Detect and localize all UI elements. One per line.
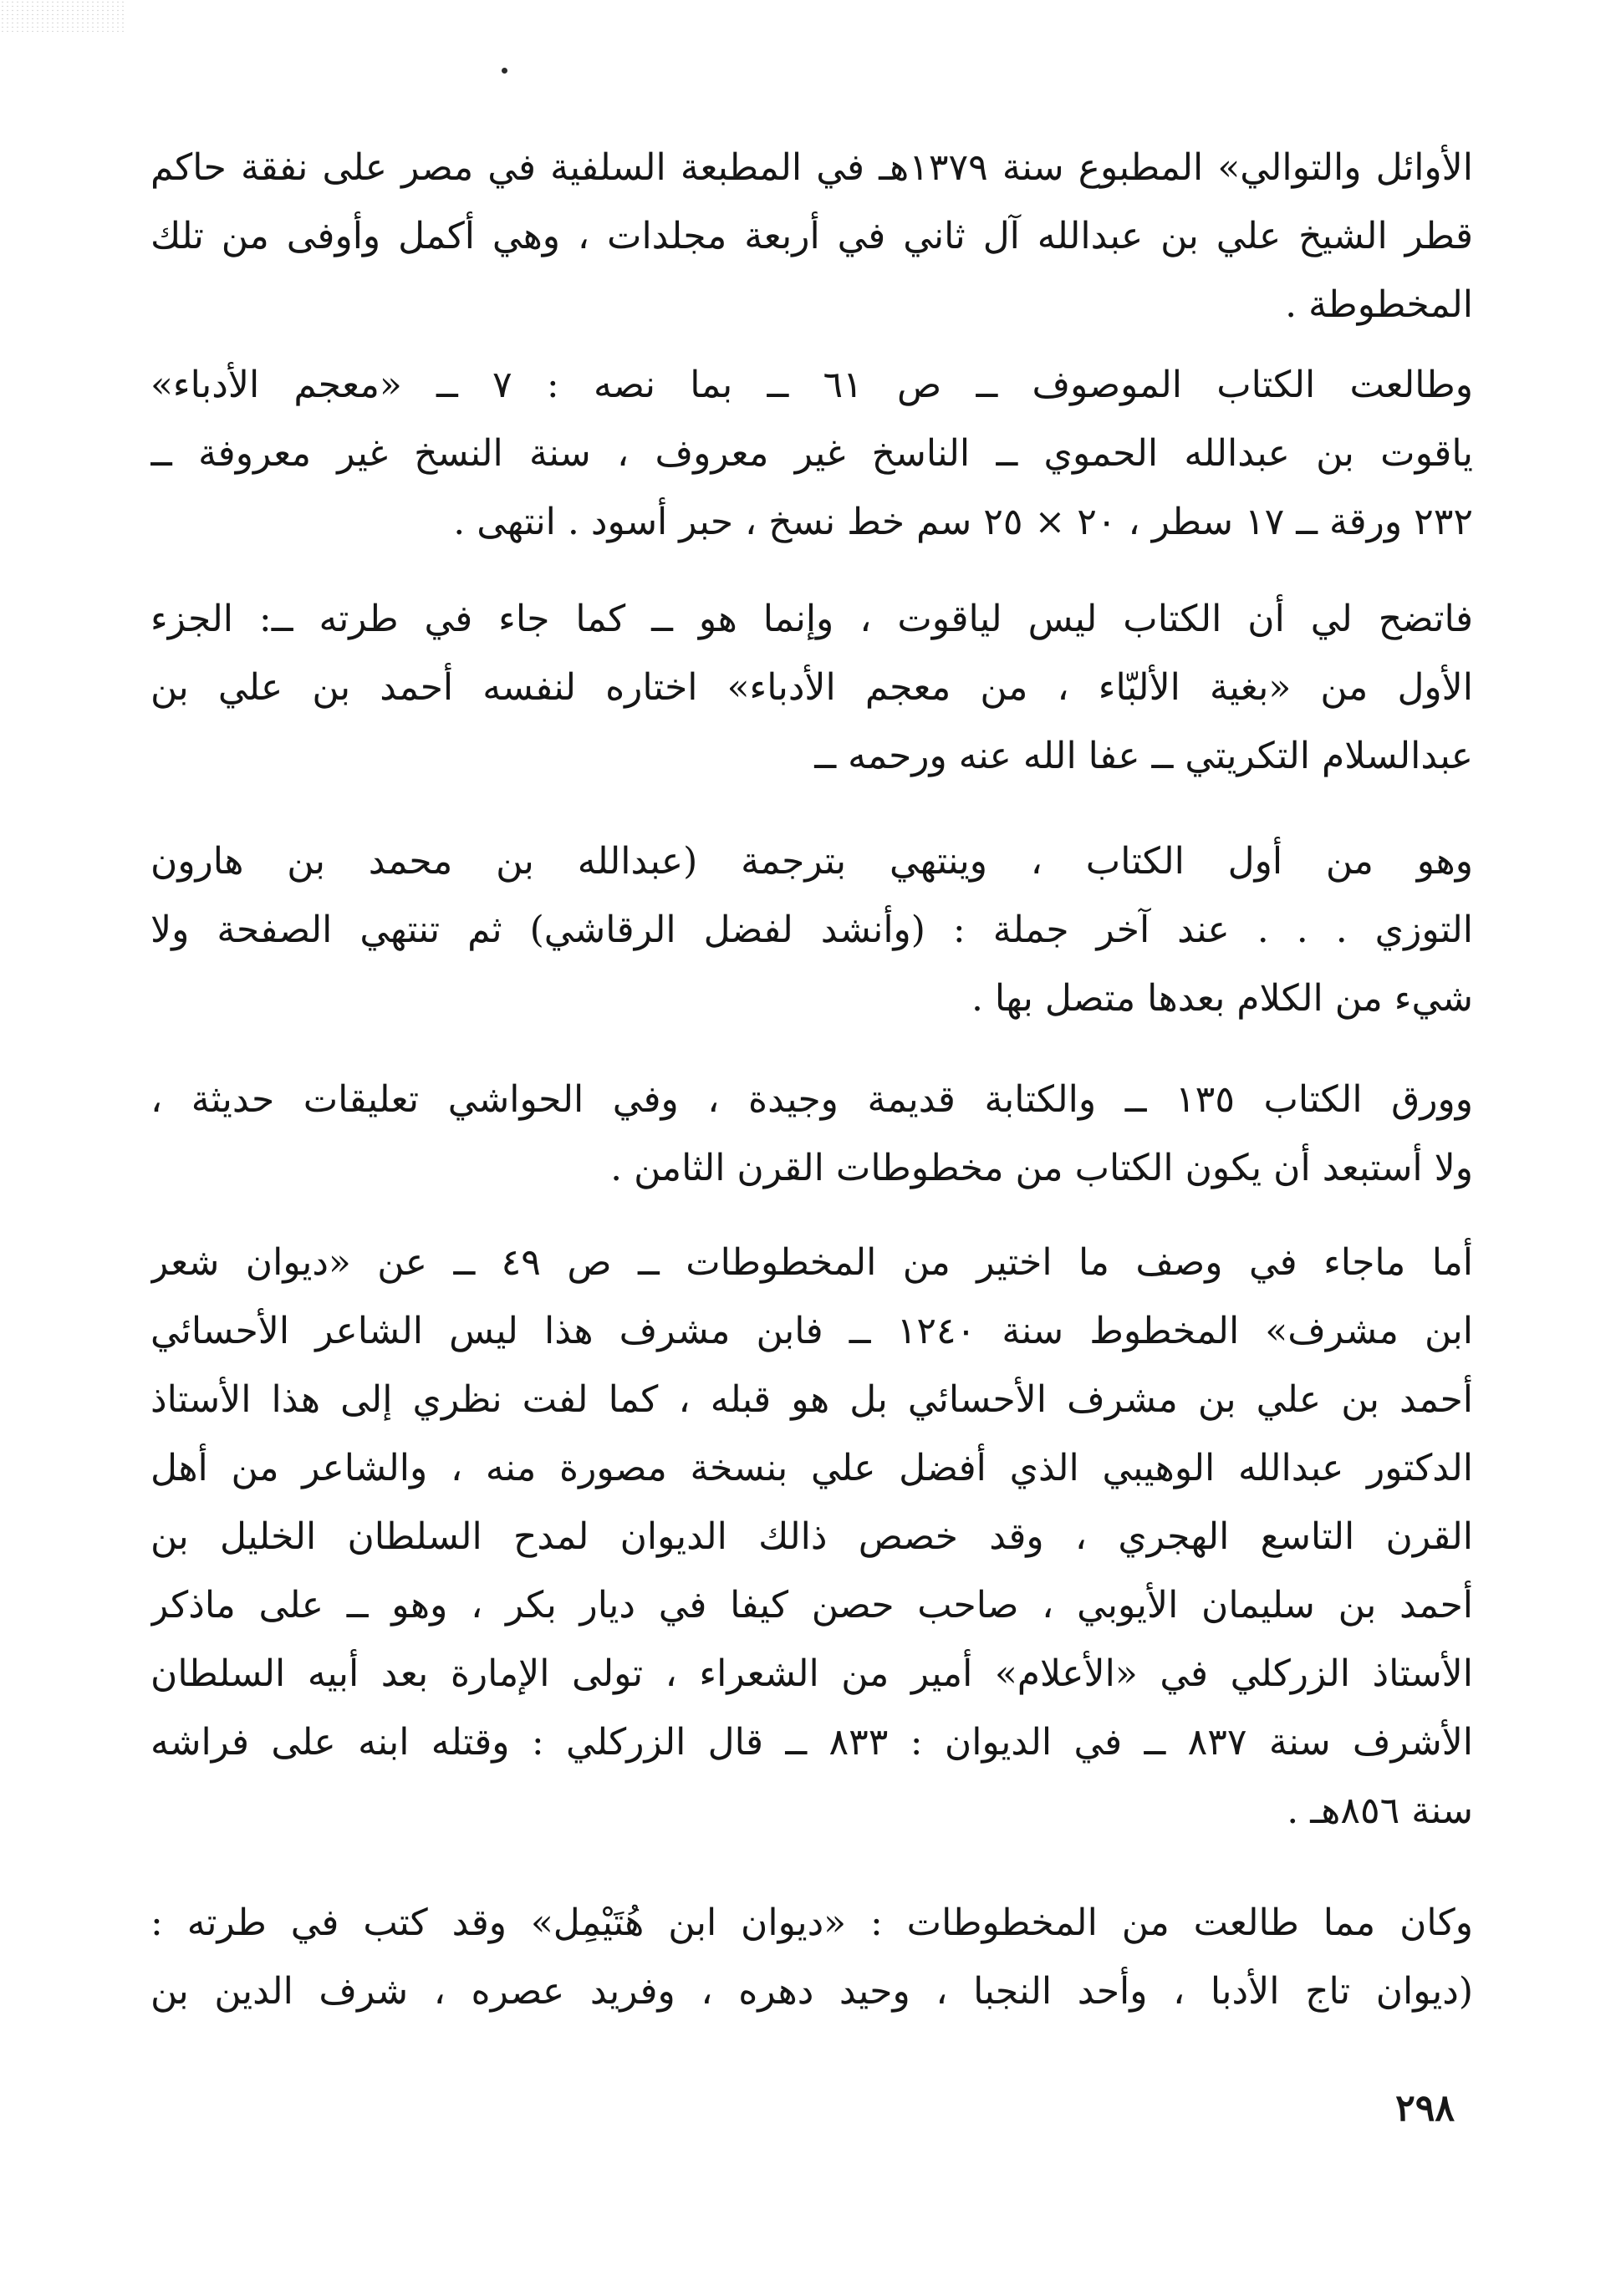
text-line: ابن مشرف» المخطوط سنة ١٢٤٠ ــ فابن مشرف هذا ليس الشاعر الأحسائي [150, 1310, 1473, 1352]
text-line: ياقوت بن عبدالله الحموي ــ الناسخ غير معروف ، سنة النسخ غير معروفة ــ [150, 432, 1473, 475]
text-line: أحمد بن علي بن مشرف الأحسائي بل هو قبله ، كما لفت نظري إلى هذا الأستاذ [150, 1378, 1473, 1421]
paragraph-5 [150, 1066, 1473, 1203]
text-line: أحمد بن سليمان الأيوبي ، صاحب حصن كيفا في ديار بكر ، وهو ــ على ماذكر [150, 1584, 1473, 1627]
text-line: التوزي . . . عند آخر جملة : (وأنشد لفضل الرقاشي) ثم تنتهي الصفحة ولا [150, 909, 1473, 951]
text-line: قطر الشيخ علي بن عبدالله آل ثاني في أربعة مجلدات ، وهي أكمل وأوفى من تلك [150, 215, 1473, 257]
text-line: الأشرف سنة ٨٣٧ ــ في الديوان : ٨٣٣ ــ قال الزركلي : وقتله ابنه على فراشه [150, 1721, 1473, 1764]
text-line: القرن التاسع الهجري ، وقد خصص ذالك الديوان لمدح السلطان الخليل بن [150, 1515, 1473, 1558]
text-line: الدكتور عبدالله الوهيبي الذي أفضل علي بنسخة مصورة منه ، والشاعر من أهل [150, 1447, 1473, 1489]
paragraph-4 [150, 827, 1473, 1033]
text-line: ولا أستبعد أن يكون الكتاب من مخطوطات القرن الثامن . [610, 1147, 1473, 1189]
page-number: ٢٩٨ [1395, 2087, 1455, 2130]
paragraph-2 [150, 351, 1473, 557]
paragraph-7 [150, 1889, 1473, 2026]
text-line: (ديوان تاج الأدبا ، وأحد النجبا ، وحيد دهره ، وفريد عصره ، شرف الدين بن [150, 1970, 1473, 2013]
text-line: وكان مما طالعت من المخطوطات : «ديوان ابن هُتَيْمِل» وقد كتب في طرته : [150, 1901, 1473, 1944]
scan-speck [502, 68, 507, 74]
text-line: عبدالسلام التكريتي ــ عفا الله عنه ورحمه ــ [814, 735, 1473, 777]
text-line: وطالعت الكتاب الموصوف ــ ص ٦١ ــ بما نصه : ٧ ــ «معجم الأدباء» [150, 364, 1473, 406]
paragraph-1 [150, 134, 1473, 339]
text-line: وورق الكتاب ١٣٥ ــ والكتابة قديمة وجيدة ، وفي الحواشي تعليقات حديثة ، [150, 1078, 1473, 1121]
text-line: الأوائل والتوالي» المطبوع سنة ١٣٧٩هـ في المطبعة السلفية في مصر على نفقة حاكم [150, 146, 1473, 189]
text-line: أما ماجاء في وصف ما اختير من المخطوطات ــ ص ٤٩ ــ عن «ديوان شعر [150, 1241, 1473, 1284]
text-line: فاتضح لي أن الكتاب ليس لياقوت ، وإنما هو ــ كما جاء في طرته ــ: الجزء [150, 598, 1473, 640]
text-line: المخطوطة . [1285, 283, 1473, 326]
paragraph-3 [150, 585, 1473, 791]
text-line: شيء من الكلام بعدها متصل بها . [971, 977, 1473, 1020]
text-line: سنة ٨٥٦هـ . [1287, 1789, 1473, 1832]
text-line: الأستاذ الزركلي في «الأعلام» أمير من الشعراء ، تولى الإمارة بعد أبيه السلطان [150, 1652, 1473, 1695]
text-line: الأول من «بغية الألبّاء ، من معجم الأدباء» اختاره لنفسه أحمد بن علي بن [150, 666, 1473, 709]
scan-noise [0, 0, 125, 33]
paragraph-6 [150, 1229, 1473, 1845]
text-line: وهو من أول الكتاب ، وينتهي بترجمة (عبدالله بن محمد بن هارون [150, 840, 1473, 883]
text-line: ٢٣٢ ورقة ــ ١٧ سطر ، ٢٠ × ٢٥ سم خط نسخ ، حبر أسود . انتهى . [453, 501, 1473, 543]
